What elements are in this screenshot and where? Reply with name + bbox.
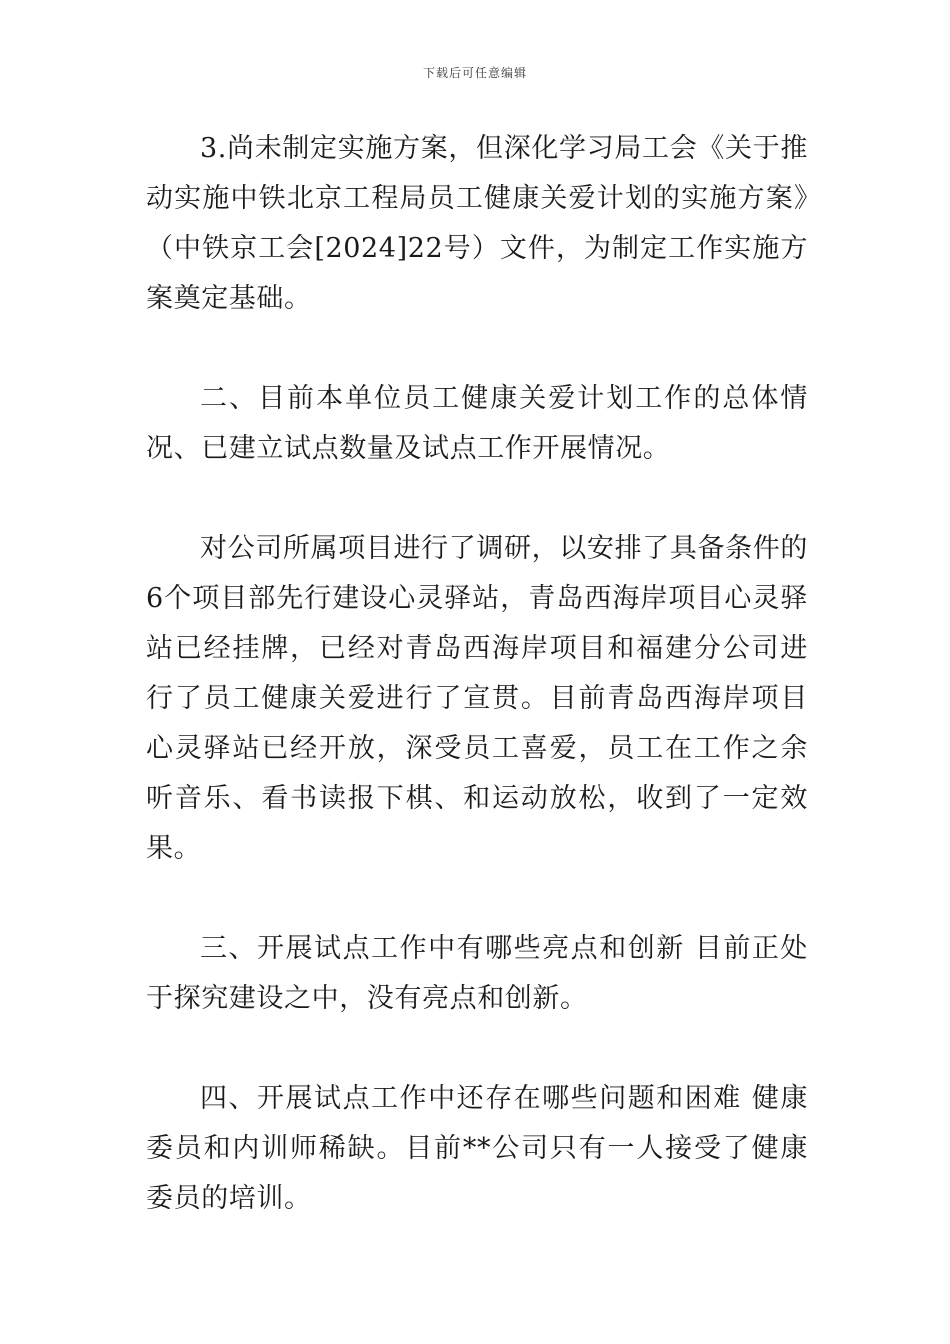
paragraph-spacer (146, 324, 808, 374)
paragraph-spacer (146, 1024, 808, 1074)
page-header-note: 下载后可任意编辑 (422, 66, 527, 80)
document-body (146, 124, 808, 1224)
paragraph-spacer (146, 874, 808, 924)
paragraph-pilot-progress: 对公司所属项目进行了调研，以安排了具备条件的6个项目部先行建设心灵驿站，青岛西海岸项目心灵驿站已经挂牌，已经对青岛西海岸项目和福建分公司进行了员工健康关爱进行了宣贯。目前青岛西海岸项目心灵驿站已经开放，深受员工喜爱，员工在工作之余听音乐、看书读报下棋、和运动放松，收到了一定效果。 (146, 533, 808, 864)
section-heading-overall-status: 二、目前本单位员工健康关爱计划工作的总体情况、已建立试点数量及试点工作开展情况。 (146, 383, 808, 464)
paragraph-implementation-status: 3.尚未制定实施方案，但深化学习局工会《关于推动实施中铁北京工程局员工健康关爱计划的实施方案》（中铁京工会[2024]22号）文件，为制定工作实施方案奠定基础。 (146, 133, 808, 314)
section-highlights-innovation: 三、开展试点工作中有哪些亮点和创新 目前正处于探究建设之中，没有亮点和创新。 (146, 933, 808, 1014)
section-problems-difficulties: 四、开展试点工作中还存在哪些问题和困难 健康委员和内训师稀缺。目前**公司只有一人接受了健康委员的培训。 (146, 1083, 808, 1214)
paragraph-spacer (146, 474, 808, 524)
